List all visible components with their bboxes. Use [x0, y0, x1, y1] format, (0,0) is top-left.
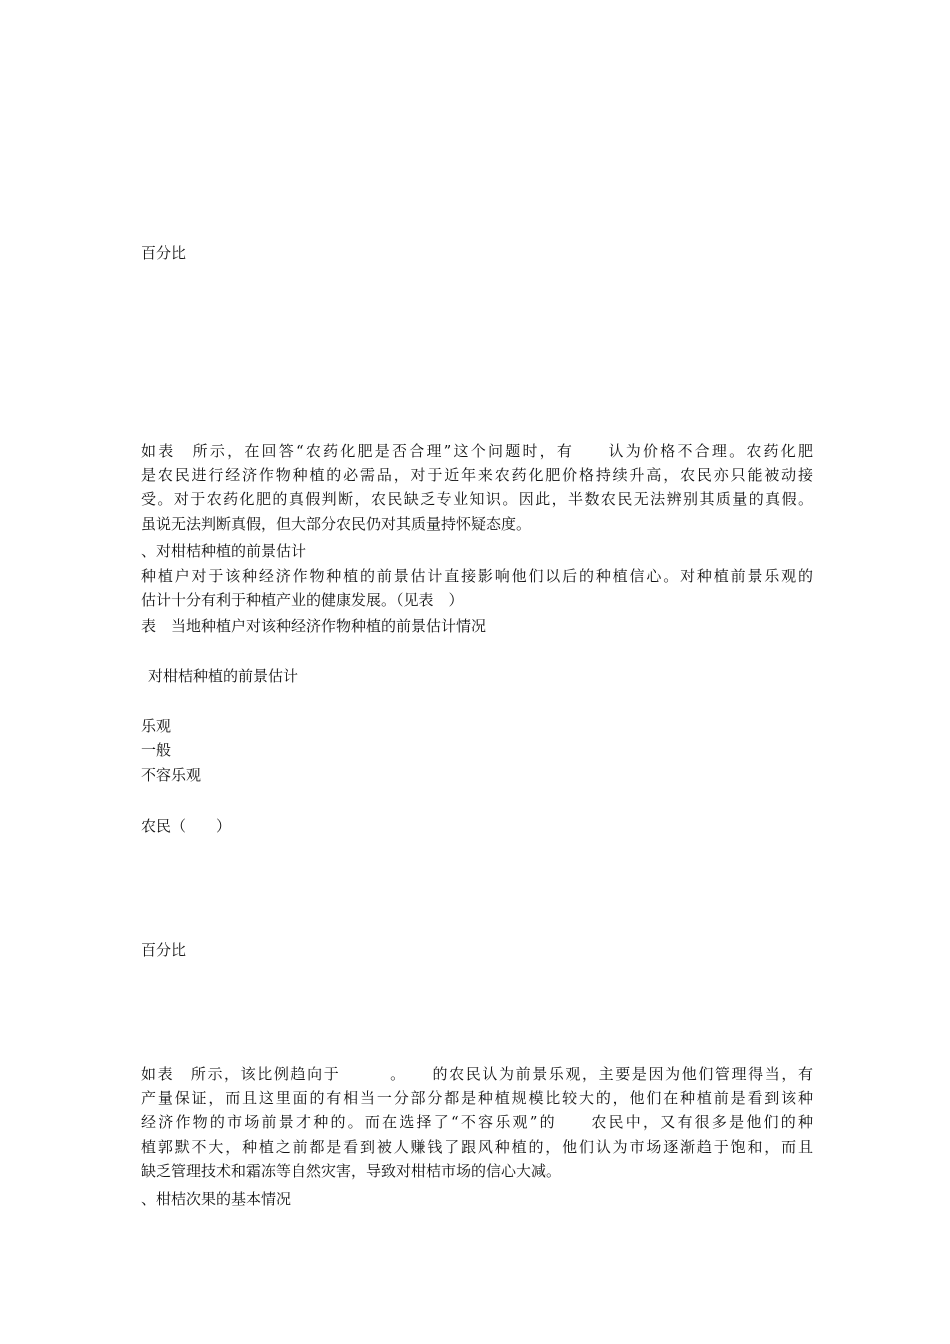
paragraph-outlook-intro — [141, 564, 813, 612]
table-row-label-farmers: 农民（ ） — [141, 817, 232, 835]
paragraph-line: 受。对于农药化肥的真假判断，农民缺乏专业知识。因此，半数农民无法辨别其质量的真假。 — [141, 490, 813, 509]
table-option-optimistic: 乐观 — [141, 717, 172, 735]
percent-label-1: 百分比 — [141, 244, 187, 262]
percent-label-2: 百分比 — [141, 941, 187, 959]
paragraph-line: 产量保证，而且这里面的有相当一分部分都是种植规模比较大的，他们在种植前是看到该种 — [141, 1089, 813, 1108]
paragraph-line: 经济作物的市场前景才种的。而在选择了“不容乐观”的 农民中，又有很多是他们的种 — [141, 1113, 813, 1132]
section-heading-outlook: 、对柑桔种植的前景估计 — [141, 542, 307, 560]
paragraph-outlook-analysis — [141, 1062, 813, 1183]
paragraph-line: 是农民进行经济作物种植的必需品，对于近年来农药化肥价格持续升高，农民亦只能被动接 — [141, 466, 813, 485]
section-heading-secondary-fruit: 、柑桔次果的基本情况 — [141, 1190, 292, 1208]
paragraph-line: 如表 所示，该比例趋向于 。 的农民认为前景乐观，主要是因为他们管理得当，有 — [141, 1065, 813, 1083]
table-option-pessimistic: 不容乐观 — [141, 766, 202, 784]
paragraph-line: 缺乏管理技术和霜冻等自然灾害，导致对柑桔市场的信心大减。 — [141, 1161, 562, 1180]
table-header: 对柑桔种植的前景估计 — [148, 667, 299, 685]
table-caption: 表 当地种植户对该种经济作物种植的前景估计情况 — [141, 617, 487, 635]
paragraph-line: 植郭默不大，种植之前都是看到被人赚钱了跟风种植的，他们认为市场逐渐趋于饱和，而且 — [141, 1137, 813, 1156]
paragraph-line: 如表 所示，在回答“农药化肥是否合理”这个问题时，有 认为价格不合理。农药化肥 — [141, 442, 813, 460]
paragraph-line: 种植户对于该种经济作物种植的前景估计直接影响他们以后的种植信心。对种植前景乐观的 — [141, 567, 813, 585]
paragraph-fertilizer-price — [141, 439, 813, 536]
paragraph-line: 虽说无法判断真假，但大部分农民仍对其质量持怀疑态度。 — [141, 514, 532, 533]
table-option-neutral: 一般 — [141, 741, 172, 759]
paragraph-line: 估计十分有利于种植产业的健康发展。（见表 ） — [141, 591, 464, 610]
